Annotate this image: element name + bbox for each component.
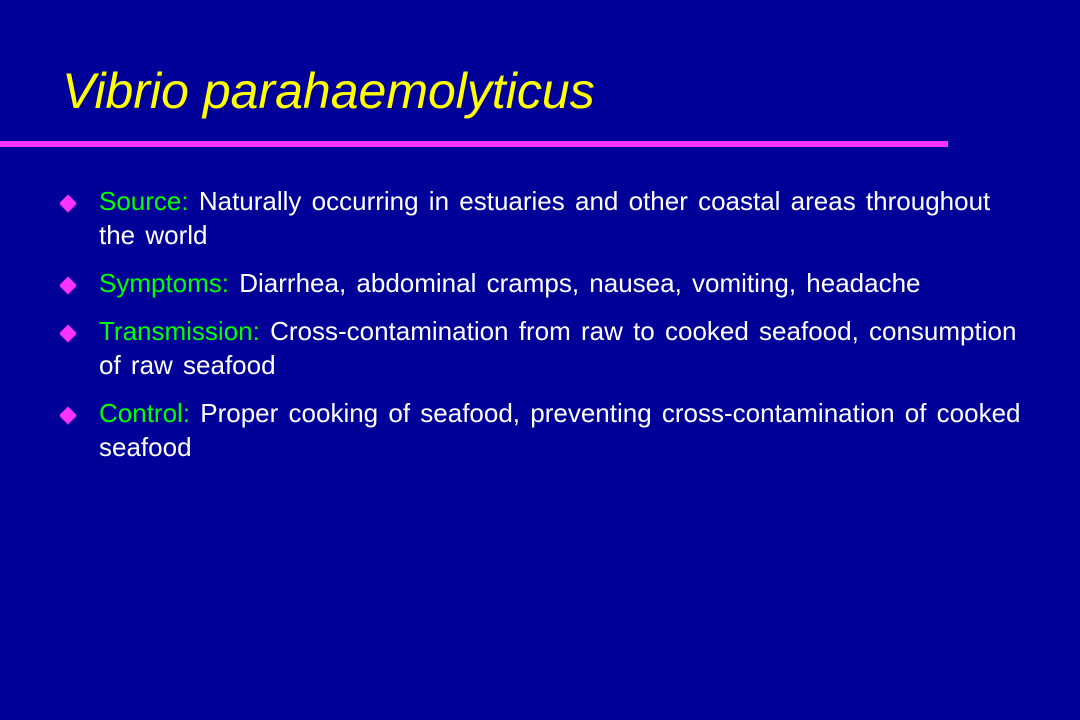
diamond-bullet-icon bbox=[60, 195, 77, 212]
bullet-list bbox=[62, 184, 1022, 478]
bullet-item-transmission bbox=[62, 314, 1022, 382]
bullet-label: Control: bbox=[99, 398, 201, 428]
bullet-text: Naturally occurring in estuaries and other coastal areas throughout the world bbox=[99, 186, 991, 250]
bullet-label: Symptoms: bbox=[99, 268, 240, 298]
bullet-item-symptoms bbox=[62, 266, 1022, 300]
diamond-bullet-icon bbox=[60, 277, 77, 294]
title-underline bbox=[0, 141, 948, 147]
bullet-text: Cross-contamination from raw to cooked seafood, consumption of raw seafood bbox=[99, 316, 1017, 380]
slide-title: Vibrio parahaemolyticus bbox=[62, 63, 595, 119]
diamond-bullet-icon bbox=[60, 407, 77, 424]
bullet-text: Diarrhea, abdominal cramps, nausea, vomiting, headache bbox=[239, 268, 921, 298]
bullet-label: Transmission: bbox=[99, 316, 271, 346]
bullet-item-control bbox=[62, 396, 1022, 464]
bullet-text: Proper cooking of seafood, preventing cross-contamination of cooked seafood bbox=[99, 398, 1021, 462]
bullet-label: Source: bbox=[99, 186, 199, 216]
bullet-item-source bbox=[62, 184, 1022, 252]
diamond-bullet-icon bbox=[60, 325, 77, 342]
